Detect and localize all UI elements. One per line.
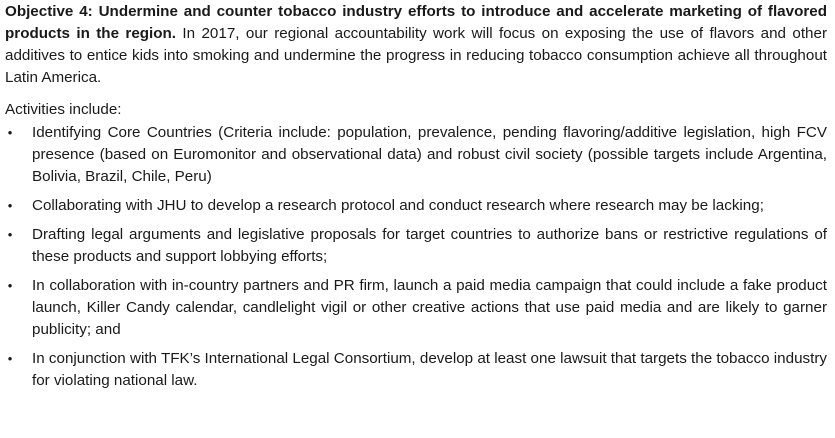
bullet-icon: •	[7, 198, 13, 213]
list-item	[5, 224, 827, 268]
list-item-text: In conjunction with TFK’s International Legal Consortium, develop at least one lawsuit that targets the tobacco industry for violating national law.	[32, 350, 827, 389]
bullet-icon: •	[7, 351, 13, 366]
activities-list	[5, 122, 827, 392]
list-item	[5, 348, 827, 392]
list-item-text: Drafting legal arguments and legislative proposals for target countries to authorize bans or restrictive regulations of these products and support lobbying efforts;	[32, 226, 827, 265]
document-page	[0, 1, 835, 438]
bullet-icon: •	[7, 125, 13, 140]
list-item-text: Identifying Core Countries (Criteria include: population, prevalence, pending flavoring/additive legislation, high FCV presence (based on Euromonitor and observational data) and robust civil society (possible targets include Argentina, Bolivia, Brazil, Chile, Peru)	[32, 124, 827, 185]
list-item-text: Collaborating with JHU to develop a research protocol and conduct research where research may be lacking;	[32, 197, 764, 214]
list-item	[5, 275, 827, 341]
objective-heading: Objective 4: Undermine and counter tobacco industry efforts to introduce and accelerate marketing of flavored products in the region.	[5, 3, 827, 42]
bullet-icon: •	[7, 227, 13, 242]
list-item	[5, 195, 827, 217]
bullet-icon: •	[7, 278, 13, 293]
objective-text: In 2017, our regional accountability work will focus on exposing the use of flavors and other additives to entice kids into smoking and undermine the progress in reducing tobacco consumption achieve all throughout Latin America.	[5, 25, 827, 86]
list-item	[5, 122, 827, 188]
objective-paragraph	[5, 1, 827, 89]
list-item-text: In collaboration with in-country partners and PR firm, launch a paid media campaign that could include a fake product launch, Killer Candy calendar, candlelight vigil or other creative actions that use paid media and are likely to garner publicity; and	[32, 277, 827, 338]
activities-intro: Activities include:	[5, 101, 122, 118]
